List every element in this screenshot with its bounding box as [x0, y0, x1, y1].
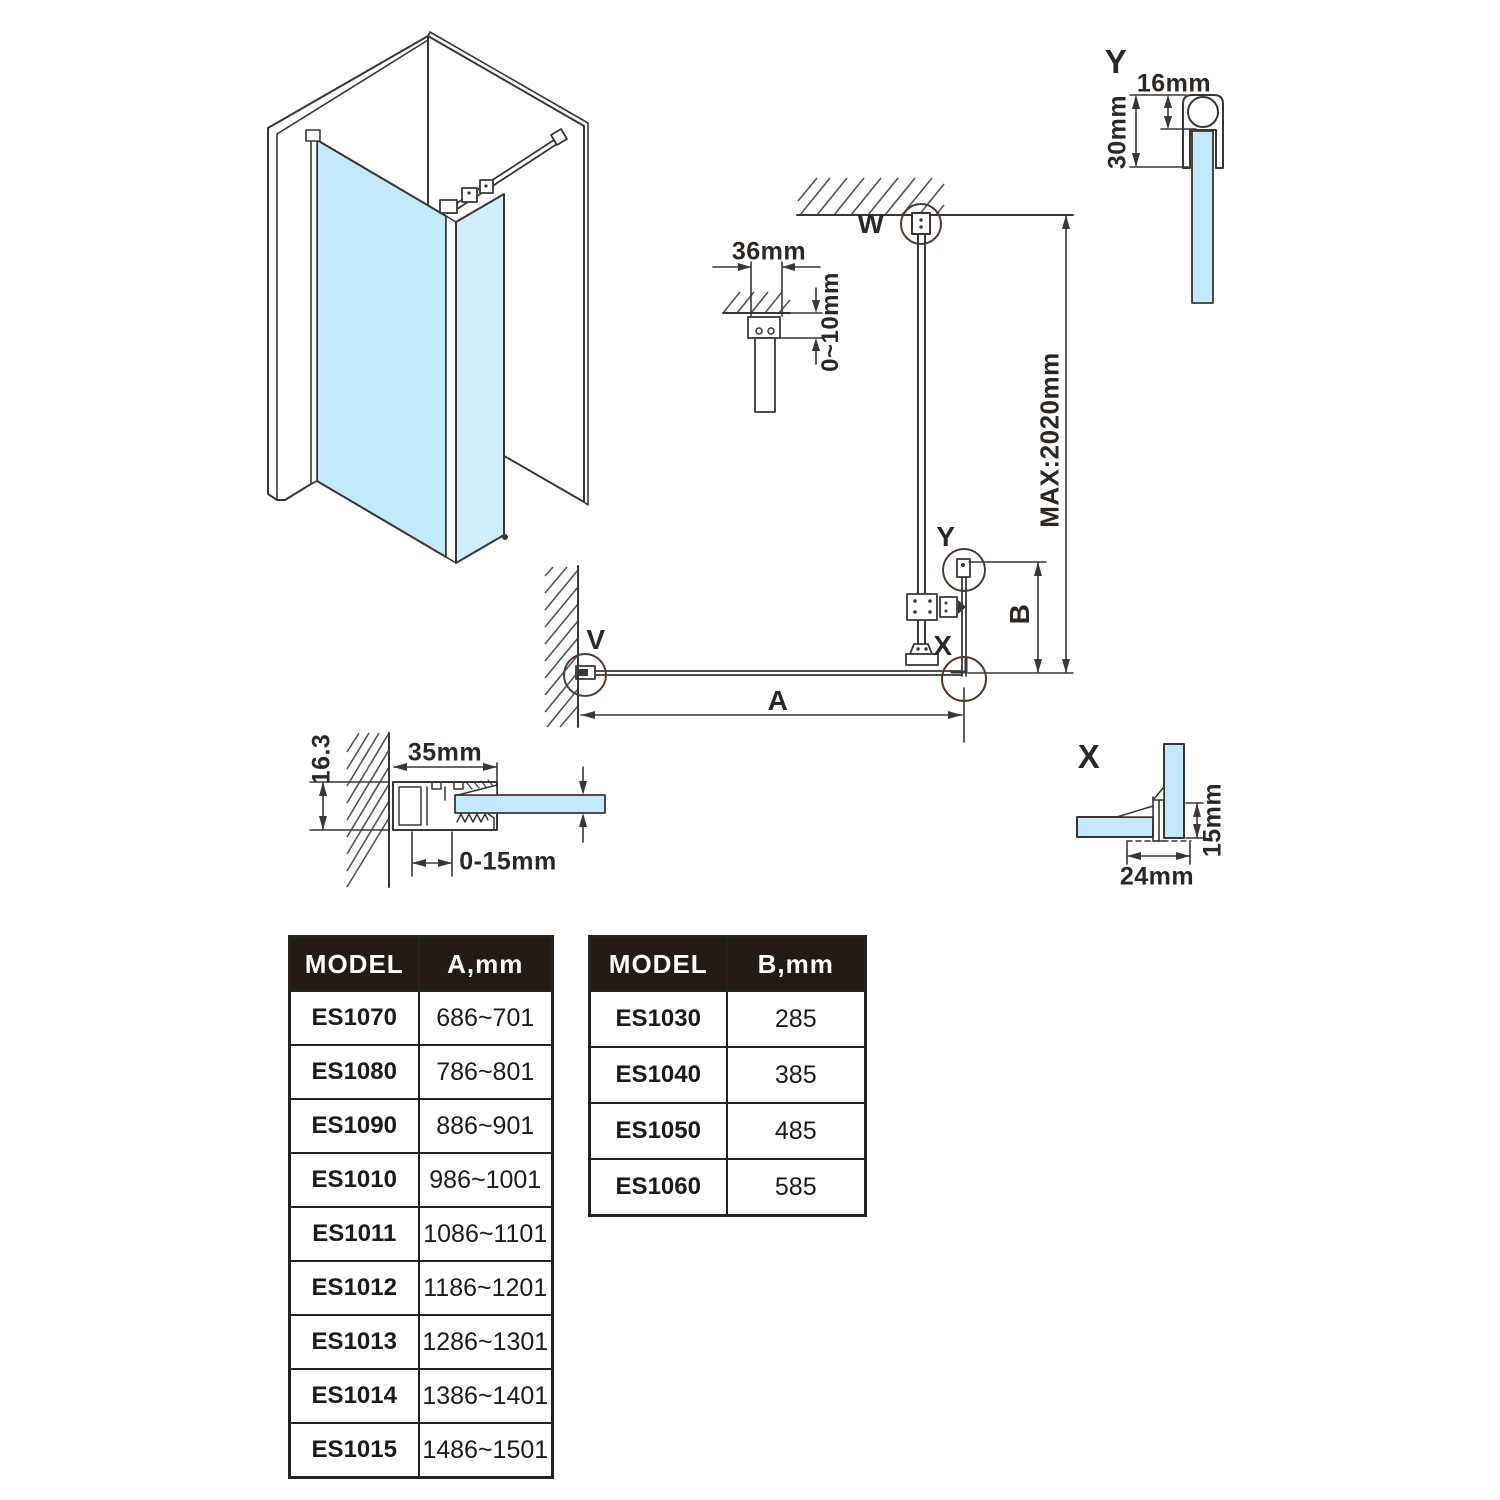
- detail-y: [1183, 95, 1223, 303]
- plan-label-w: W: [857, 208, 885, 239]
- value-cell: 786~801: [419, 1045, 553, 1099]
- model-cell: ES1030: [590, 991, 727, 1047]
- model-cell: ES1014: [290, 1369, 419, 1423]
- table-a-header-model: MODEL: [290, 937, 419, 992]
- plan-dim-bracket-gap: 0~10mm: [817, 272, 844, 372]
- plan-dim-b: B: [1004, 603, 1035, 625]
- value-cell: 285: [727, 991, 866, 1047]
- detail-y-dim-rod: 16mm: [1136, 69, 1212, 98]
- detail-y-dimension-arrows: [1132, 95, 1172, 167]
- value-cell: 1086~1101: [419, 1207, 553, 1261]
- model-cell: ES1010: [290, 1153, 419, 1207]
- plan-dim-a: A: [767, 685, 789, 716]
- table-row: [290, 1045, 553, 1099]
- table-row: [290, 1153, 553, 1207]
- table-row: [290, 1261, 553, 1315]
- glass-strip: [1192, 131, 1213, 303]
- value-cell: 886~901: [419, 1099, 553, 1153]
- value-cell: 1286~1301: [419, 1315, 553, 1369]
- model-cell: ES1070: [290, 991, 419, 1045]
- table-row: [590, 1103, 866, 1159]
- table-row: [590, 991, 866, 1047]
- model-table-b: [588, 935, 867, 1217]
- table-row: [590, 1047, 866, 1103]
- table-row: [290, 1099, 553, 1153]
- table-row: [290, 1207, 553, 1261]
- detail-x-dim-height: 15mm: [1198, 782, 1227, 858]
- model-cell: ES1013: [290, 1315, 419, 1369]
- value-cell: 986~1001: [419, 1153, 553, 1207]
- detail-marker-circles: [564, 204, 986, 701]
- model-cell: ES1015: [290, 1423, 419, 1478]
- table-a-header-value: A,mm: [419, 937, 553, 992]
- glass-vertical: [1164, 744, 1184, 838]
- isometric-view: [268, 32, 588, 563]
- value-cell: 1386~1401: [419, 1369, 553, 1423]
- value-cell: 1186~1201: [419, 1261, 553, 1315]
- model-cell: ES1011: [290, 1207, 419, 1261]
- plan-label-y: Y: [936, 521, 956, 552]
- glass-horizontal: [1077, 817, 1153, 837]
- value-cell: 686~701: [419, 991, 553, 1045]
- glass-panel-plan: [580, 671, 962, 675]
- plan-dim-max-height: MAX:2020mm: [1034, 352, 1065, 528]
- model-cell: ES1060: [590, 1159, 727, 1216]
- table-b-header-value: B,mm: [727, 937, 866, 992]
- model-cell: ES1090: [290, 1099, 419, 1153]
- plan-dim-bracket-width: 36mm: [731, 237, 807, 266]
- detail-y-title: Y: [1104, 43, 1128, 80]
- support-bar-plan: [918, 233, 925, 652]
- table-row: [290, 991, 553, 1045]
- model-cell: ES1012: [290, 1261, 419, 1315]
- table-row: [290, 1315, 553, 1369]
- detail-y-dim-height: 30mm: [1103, 94, 1132, 170]
- model-cell: ES1040: [590, 1047, 727, 1103]
- value-cell: 385: [727, 1047, 866, 1103]
- table-a-header-row: [290, 937, 553, 992]
- table-row: [290, 1369, 553, 1423]
- glass-panel-section: [455, 795, 605, 813]
- detail-x-dim-width: 24mm: [1119, 862, 1195, 891]
- model-cell: ES1080: [290, 1045, 419, 1099]
- detail-x-title: X: [1077, 738, 1101, 775]
- profile-dim-adjust: 0-15mm: [459, 847, 557, 876]
- model-table-a: [288, 935, 554, 1479]
- plan-label-v: V: [586, 624, 606, 655]
- plan-label-x: X: [933, 630, 953, 661]
- glass-panel-return: [456, 194, 504, 563]
- table-b-header-row: [590, 937, 866, 992]
- model-cell: ES1050: [590, 1103, 727, 1159]
- profile-dim-depth: 16.3: [307, 733, 336, 785]
- value-cell: 485: [727, 1103, 866, 1159]
- table-row: [590, 1159, 866, 1216]
- table-b-header-model: MODEL: [590, 937, 727, 992]
- value-cell: 1486~1501: [419, 1423, 553, 1478]
- corner-profile: [446, 216, 456, 563]
- value-cell: 585: [727, 1159, 866, 1216]
- profile-dim-width: 35mm: [407, 738, 483, 767]
- table-row: [290, 1423, 553, 1478]
